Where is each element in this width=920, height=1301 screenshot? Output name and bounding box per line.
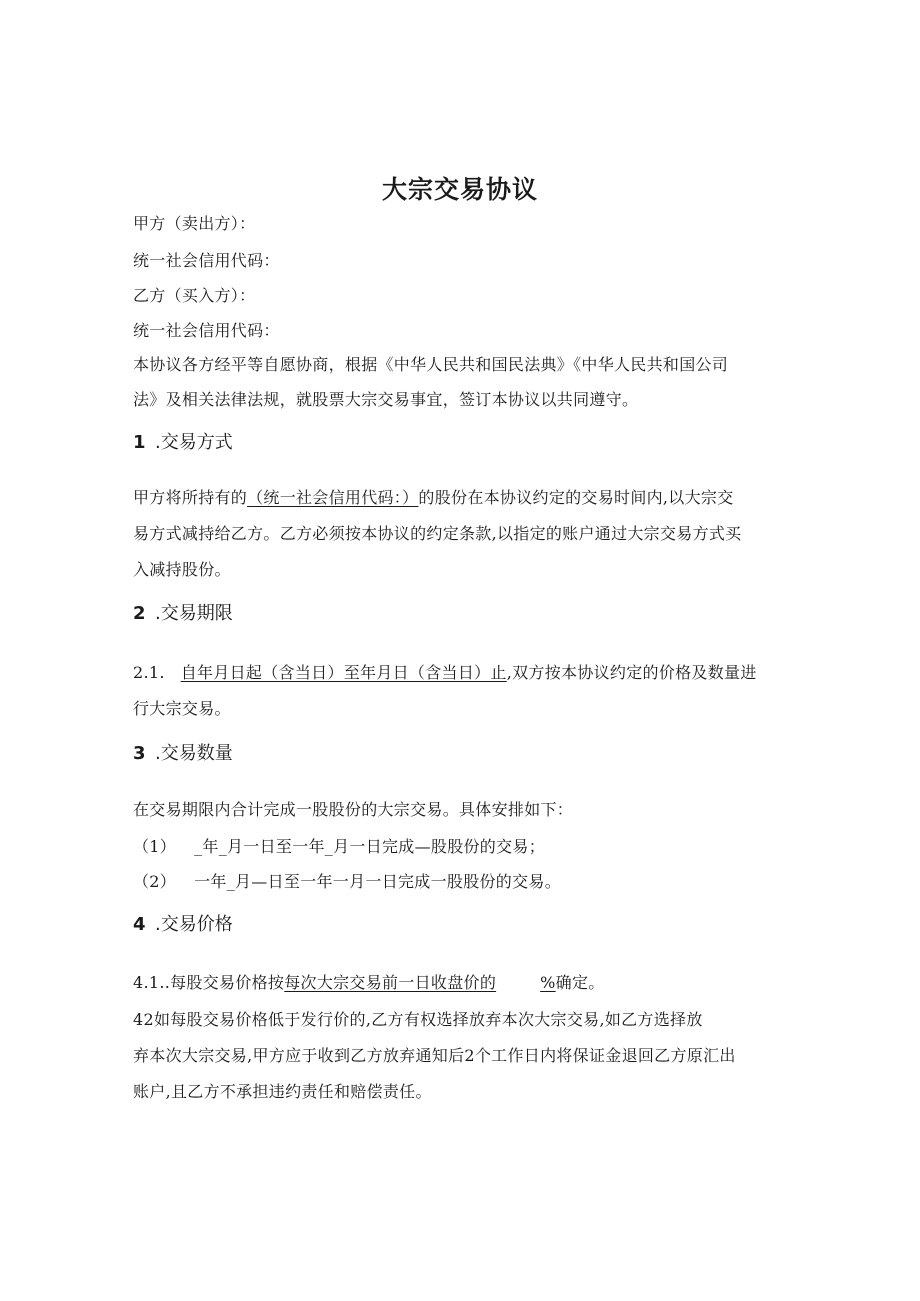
section-2-line-2: 行大宗交易。 (133, 699, 231, 718)
section-3-item-2-label: （2） (133, 872, 177, 891)
section-3-item-1-text: _年_月一日至一年_月一日完成—股股份的交易； (194, 837, 545, 856)
section-4-line-1-pre: 4.1..每股交易价格按 (133, 973, 285, 992)
section-4-line-2: 42如每股交易价格低于发行价的,乙方有权选择放弃本次大宗交易,如乙方选择放 (133, 1010, 703, 1029)
document-title: 大宗交易协议 (381, 175, 538, 204)
section-3-title: .交易数量 (155, 743, 233, 764)
section-1-line-1-post: 的股份在本协议约定的交易时间内,以大宗交 (418, 488, 734, 507)
section-1-title: .交易方式 (155, 432, 233, 453)
section-4-line-3: 弃本次大宗交易,甲方应于收到乙方放弃通知后2个工作日内将保证金退回乙方原汇出 (133, 1046, 736, 1065)
section-1-number: 1 (133, 432, 146, 453)
party-a-code-line: 统一社会信用代码： (133, 251, 280, 270)
preamble-line-2: 法》及相关法律法规，就股票大宗交易事宜，签订本协议以共同遵守。 (133, 390, 639, 409)
section-1-line-1-pre: 甲方将所持有的 (133, 488, 248, 507)
section-1-line-2: 易方式减持给乙方。乙方必须按本协议的约定条款,以指定的账户通过大宗交易方式买 (133, 524, 742, 543)
party-a-line: 甲方（卖出方）： (133, 214, 256, 233)
section-3-heading (133, 743, 233, 765)
section-4-heading (133, 914, 233, 936)
section-2-line-1-pre: 2.1. (133, 663, 165, 682)
section-2-line-1-post: ,双方按本协议约定的价格及数量进 (506, 663, 757, 682)
preamble-line-1: 本协议各方经平等自愿协商，根据《中华人民共和国民法典》《中华人民共和国公司 (133, 355, 729, 374)
section-3-item-1-label: （1） (133, 837, 177, 856)
section-1-line-1 (133, 488, 734, 508)
party-b-line: 乙方（买入方）： (133, 286, 256, 305)
party-b-code-line: 统一社会信用代码： (133, 321, 280, 340)
section-3-number: 3 (133, 743, 146, 764)
section-3-line-1: 在交易期限内合计完成一股股份的大宗交易。具体安排如下： (133, 800, 574, 819)
section-1-line-3: 入减持股份。 (133, 560, 231, 579)
section-4-price-basis (284, 973, 555, 992)
section-3-item-2-text: 一年_月—日至一年一月一日完成一股股份的交易。 (194, 872, 561, 891)
section-2-title: .交易期限 (155, 603, 233, 624)
section-1-heading (133, 432, 233, 454)
section-4-line-1 (133, 973, 605, 993)
section-1-blank-field: （统一社会信用代码：） (247, 488, 419, 507)
section-4-number: 4 (133, 914, 146, 935)
section-3-item-1 (133, 837, 545, 857)
section-2-line-1 (133, 663, 757, 683)
section-2-date-range: 自年月日起（含当日）至年月日（含当日）止 (180, 663, 507, 682)
section-4-percent-sign: % (540, 973, 556, 992)
section-2-heading (133, 603, 233, 625)
section-3-item-2 (133, 872, 561, 892)
section-4-title: .交易价格 (155, 914, 233, 935)
section-4-line-1-post: 确定。 (555, 973, 605, 992)
section-4-price-basis-text: 每次大宗交易前一日收盘价的 (284, 973, 497, 992)
section-2-number: 2 (133, 603, 146, 624)
section-4-line-4: 账户,且乙方不承担违约责任和赔偿责任。 (133, 1082, 432, 1101)
